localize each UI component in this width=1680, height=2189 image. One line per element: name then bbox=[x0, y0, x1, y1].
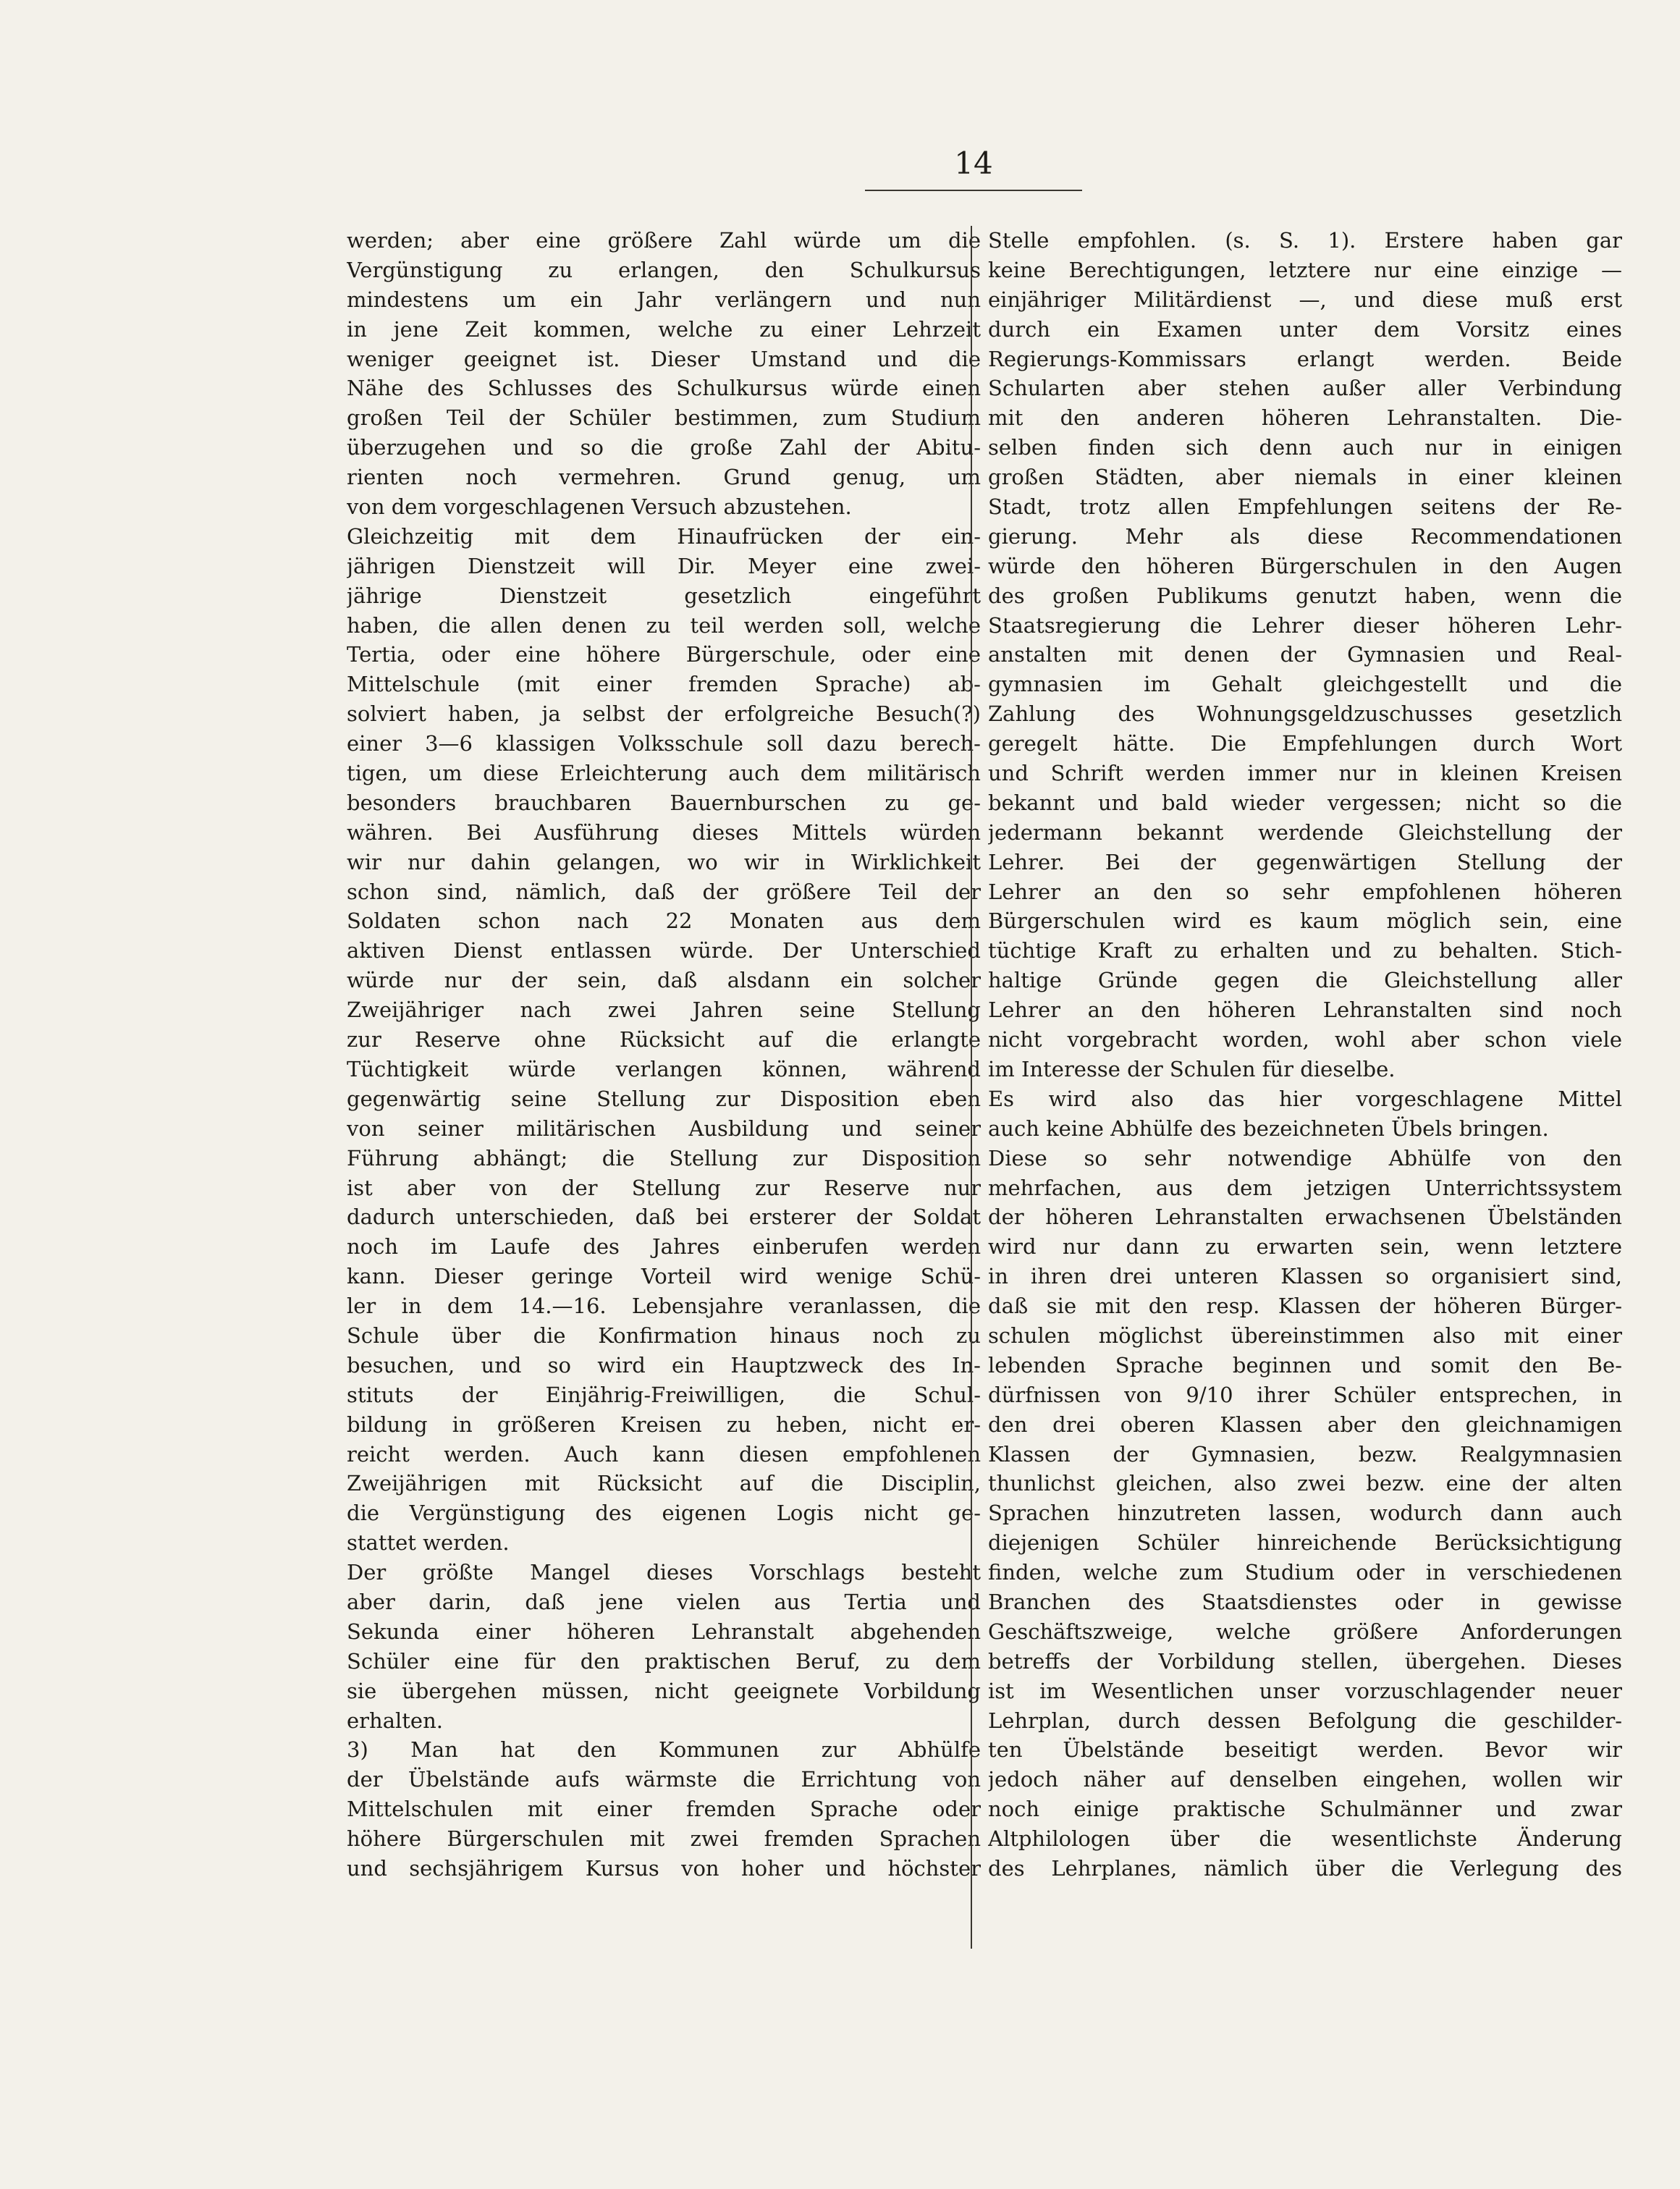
left-column-line: Schule über die Konfirmation hinaus noch zu bbox=[347, 1323, 981, 1348]
left-column-line: besonders brauchbaren Bauernburschen zu ge- bbox=[347, 790, 981, 815]
right-column-line: ten Übelstände beseitigt werden. Bevor wir bbox=[988, 1737, 1622, 1763]
right-column-line: bekannt und bald wieder vergessen; nicht so die bbox=[988, 790, 1622, 815]
right-column-line: dürfnissen von 9/10 ihrer Schüler entsprechen, in bbox=[988, 1382, 1622, 1407]
right-column-line: des Lehrplanes, nämlich über die Verlegung des bbox=[988, 1855, 1622, 1881]
left-column-line: Tüchtigkeit würde verlangen können, während bbox=[347, 1056, 981, 1081]
right-column-line: Lehrer. Bei der gegenwärtigen Stellung der bbox=[988, 849, 1622, 874]
right-column-line: mit den anderen höheren Lehranstalten. Die- bbox=[988, 405, 1622, 431]
left-column-line: gegenwärtig seine Stellung zur Disposition eben bbox=[347, 1086, 981, 1111]
right-column-line: einjähriger Militärdienst —, und diese muß erst bbox=[988, 287, 1622, 312]
right-column-line: der höheren Lehranstalten erwachsenen Übelständen bbox=[988, 1205, 1622, 1230]
left-column-line: Gleichzeitig mit dem Hinaufrücken der ein- bbox=[347, 523, 981, 549]
left-column-line: mindestens um ein Jahr verlängern und nun bbox=[347, 287, 981, 312]
right-column-line: Geschäftszweige, welche größere Anforderungen bbox=[988, 1619, 1622, 1644]
right-column-line: Stelle empfohlen. (s. S. 1). Erstere haben gar bbox=[988, 228, 1622, 253]
left-column-line: von seiner militärischen Ausbildung und seiner bbox=[347, 1115, 981, 1141]
right-column-line: finden, welche zum Studium oder in verschiedenen bbox=[988, 1560, 1622, 1585]
left-column-line: haben, die allen denen zu teil werden soll, welche bbox=[347, 612, 981, 638]
left-column-line: Nähe des Schlusses des Schulkursus würde einen bbox=[347, 376, 981, 401]
left-column-line: noch im Laufe des Jahres einberufen werden bbox=[347, 1234, 981, 1260]
right-column-line: und Schrift werden immer nur in kleinen Kreisen bbox=[988, 761, 1622, 786]
right-column-line: betreffs der Vorbildung stellen, übergehen. Dieses bbox=[988, 1648, 1622, 1674]
right-column-line: gierung. Mehr als diese Recommendationen bbox=[988, 523, 1622, 549]
header-rule bbox=[865, 190, 1082, 191]
right-column-line: Sprachen hinzutreten lassen, wodurch dann auch bbox=[988, 1501, 1622, 1526]
right-column-line: in ihren drei unteren Klassen so organisiert sind, bbox=[988, 1264, 1622, 1289]
left-column-line: einer 3—6 klassigen Volksschule soll dazu berech- bbox=[347, 731, 981, 756]
right-column-line: durch ein Examen unter dem Vorsitz eines bbox=[988, 316, 1622, 342]
left-column-line: besuchen, und so wird ein Hauptzweck des In- bbox=[347, 1352, 981, 1378]
left-column-line: Sekunda einer höheren Lehranstalt abgehenden bbox=[347, 1619, 981, 1644]
left-column-line: Zweijähriger nach zwei Jahren seine Stellung bbox=[347, 998, 981, 1023]
left-column-line: 3) Man hat den Kommunen zur Abhülfe bbox=[347, 1737, 981, 1763]
right-column-line: Lehrer an den so sehr empfohlenen höheren bbox=[988, 879, 1622, 904]
left-column-line: weniger geeignet ist. Dieser Umstand und die bbox=[347, 346, 981, 371]
right-column-line: keine Berechtigungen, letztere nur eine einzige — bbox=[988, 257, 1622, 282]
right-column-line: Schularten aber stehen außer aller Verbindung bbox=[988, 376, 1622, 401]
right-column-line: lebenden Sprache beginnen und somit den Be- bbox=[988, 1352, 1622, 1378]
left-column-line: zur Reserve ohne Rücksicht auf die erlangte bbox=[347, 1027, 981, 1053]
right-column-line: nicht vorgebracht worden, wohl aber schon viele bbox=[988, 1027, 1622, 1053]
left-column-line: erhalten. bbox=[347, 1708, 443, 1733]
left-column-line: jährigen Dienstzeit will Dir. Meyer eine zwei- bbox=[347, 553, 981, 578]
right-column-line: Stadt, trotz allen Empfehlungen seitens der Re- bbox=[988, 494, 1622, 520]
right-column-line: jedoch näher auf denselben eingehen, wollen wir bbox=[988, 1767, 1622, 1792]
left-column-line: in jene Zeit kommen, welche zu einer Lehrzeit bbox=[347, 316, 981, 342]
left-column-line: rienten noch vermehren. Grund genug, um bbox=[347, 465, 981, 490]
left-column-line: Zweijährigen mit Rücksicht auf die Disciplin, bbox=[347, 1471, 981, 1496]
right-column-line: Staatsregierung die Lehrer dieser höheren Lehr- bbox=[988, 612, 1622, 638]
right-column-line: diejenigen Schüler hinreichende Berücksichtigung bbox=[988, 1530, 1622, 1556]
left-column-line: bildung in größeren Kreisen zu heben, nicht er- bbox=[347, 1412, 981, 1437]
right-column-line: selben finden sich denn auch nur in einigen bbox=[988, 435, 1622, 460]
right-column bbox=[988, 226, 1622, 1884]
left-column-line: sie übergehen müssen, nicht geeignete Vorbildung bbox=[347, 1678, 981, 1703]
right-column-line: würde den höheren Bürgerschulen in den Augen bbox=[988, 553, 1622, 578]
left-column-line: aber darin, daß jene vielen aus Tertia und bbox=[347, 1589, 981, 1614]
right-column-line: Zahlung des Wohnungsgeldzuschusses gesetzlich bbox=[988, 701, 1622, 727]
right-column-line: daß sie mit den resp. Klassen der höheren Bürger- bbox=[988, 1294, 1622, 1319]
right-column-line: großen Städten, aber niemals in einer kleinen bbox=[988, 465, 1622, 490]
left-column-line: währen. Bei Ausführung dieses Mittels würden bbox=[347, 819, 981, 845]
left-column-line: die Vergünstigung des eigenen Logis nicht ge- bbox=[347, 1501, 981, 1526]
left-column-line: Tertia, oder eine höhere Bürgerschule, oder eine bbox=[347, 642, 981, 667]
right-column-line: jedermann bekannt werdende Gleichstellung der bbox=[988, 819, 1622, 845]
left-column-line: solviert haben, ja selbst der erfolgreiche Besuch(?) bbox=[347, 701, 981, 727]
left-column-line: Der größte Mangel dieses Vorschlags besteht bbox=[347, 1560, 981, 1585]
left-column-line: wir nur dahin gelangen, wo wir in Wirklichkeit bbox=[347, 849, 981, 874]
right-column-line: Bürgerschulen wird es kaum möglich sein, eine bbox=[988, 908, 1622, 934]
left-column-line: von dem vorgeschlagenen Versuch abzustehen. bbox=[347, 494, 852, 520]
column-divider bbox=[971, 226, 972, 1949]
left-column-line: und sechsjährigem Kursus von hoher und höchster bbox=[347, 1855, 981, 1881]
left-column-line: werden; aber eine größere Zahl würde um die bbox=[347, 228, 981, 253]
right-column-line: Es wird also das hier vorgeschlagene Mittel bbox=[988, 1086, 1622, 1111]
right-column-line: ist im Wesentlichen unser vorzuschlagender neuer bbox=[988, 1678, 1622, 1703]
left-column-line: tigen, um diese Erleichterung auch dem militärisch bbox=[347, 761, 981, 786]
right-column-line: wird nur dann zu erwarten sein, wenn letztere bbox=[988, 1234, 1622, 1260]
right-column-line: haltige Gründe gegen die Gleichstellung aller bbox=[988, 968, 1622, 993]
right-column-line: Branchen des Staatsdienstes oder in gewisse bbox=[988, 1589, 1622, 1614]
left-column-line: ler in dem 14.—16. Lebensjahre veranlassen, die bbox=[347, 1294, 981, 1319]
left-column-line: kann. Dieser geringe Vorteil wird wenige Schü- bbox=[347, 1264, 981, 1289]
left-column bbox=[347, 226, 981, 1884]
right-column-line: noch einige praktische Schulmänner und zwar bbox=[988, 1797, 1622, 1822]
left-column-line: der Übelstände aufs wärmste die Errichtung von bbox=[347, 1767, 981, 1792]
right-column-line: tüchtige Kraft zu erhalten und zu behalten. Stich- bbox=[988, 938, 1622, 963]
right-column-line: geregelt hätte. Die Empfehlungen durch Wort bbox=[988, 731, 1622, 756]
right-column-line: Lehrer an den höheren Lehranstalten sind noch bbox=[988, 998, 1622, 1023]
left-column-line: höhere Bürgerschulen mit zwei fremden Sprachen bbox=[347, 1826, 981, 1852]
left-column-line: Vergünstigung zu erlangen, den Schulkursus bbox=[347, 257, 981, 282]
page-number: 14 bbox=[954, 145, 993, 181]
right-column-line: anstalten mit denen der Gymnasien und Real- bbox=[988, 642, 1622, 667]
left-column-line: Führung abhängt; die Stellung zur Disposition bbox=[347, 1145, 981, 1171]
left-column-line: großen Teil der Schüler bestimmen, zum Studium bbox=[347, 405, 981, 431]
left-column-line: schon sind, nämlich, daß der größere Teil der bbox=[347, 879, 981, 904]
left-column-line: Mittelschule (mit einer fremden Sprache) ab- bbox=[347, 672, 981, 697]
right-column-line: auch keine Abhülfe des bezeichneten Übels bringen. bbox=[988, 1115, 1549, 1141]
left-column-line: reicht werden. Auch kann diesen empfohlenen bbox=[347, 1441, 981, 1467]
right-column-line: Altphilologen über die wesentlichste Änderung bbox=[988, 1826, 1622, 1852]
left-column-line: ist aber von der Stellung zur Reserve nur bbox=[347, 1175, 981, 1200]
right-column-line: mehrfachen, aus dem jetzigen Unterrichtssystem bbox=[988, 1175, 1622, 1200]
left-column-line: stattet werden. bbox=[347, 1530, 510, 1556]
left-column-line: Mittelschulen mit einer fremden Sprache oder bbox=[347, 1797, 981, 1822]
right-column-line: thunlichst gleichen, also zwei bezw. eine der alten bbox=[988, 1471, 1622, 1496]
left-column-line: jährige Dienstzeit gesetzlich eingeführt bbox=[347, 583, 981, 608]
right-column-line: schulen möglichst übereinstimmen also mit einer bbox=[988, 1323, 1622, 1348]
right-column-line: Lehrplan, durch dessen Befolgung die geschilder- bbox=[988, 1708, 1622, 1733]
right-column-line: Regierungs-Kommissars erlangt werden. Beide bbox=[988, 346, 1622, 371]
right-column-line: des großen Publikums genutzt haben, wenn die bbox=[988, 583, 1622, 608]
left-column-line: aktiven Dienst entlassen würde. Der Unterschied bbox=[347, 938, 981, 963]
right-column-line: Klassen der Gymnasien, bezw. Realgymnasien bbox=[988, 1441, 1622, 1467]
left-column-line: würde nur der sein, daß alsdann ein solcher bbox=[347, 968, 981, 993]
left-column-line: Schüler eine für den praktischen Beruf, zu dem bbox=[347, 1648, 981, 1674]
left-column-line: stituts der Einjährig-Freiwilligen, die Schul- bbox=[347, 1382, 981, 1407]
left-column-line: Soldaten schon nach 22 Monaten aus dem bbox=[347, 908, 981, 934]
left-column-line: überzugehen und so die große Zahl der Abitu- bbox=[347, 435, 981, 460]
right-column-line: den drei oberen Klassen aber den gleichnamigen bbox=[988, 1412, 1622, 1437]
right-column-line: gymnasien im Gehalt gleichgestellt und die bbox=[988, 672, 1622, 697]
right-column-line: Diese so sehr notwendige Abhülfe von den bbox=[988, 1145, 1622, 1171]
left-column-line: dadurch unterschieden, daß bei ersterer der Soldat bbox=[347, 1205, 981, 1230]
right-column-line: im Interesse der Schulen für dieselbe. bbox=[988, 1056, 1396, 1081]
